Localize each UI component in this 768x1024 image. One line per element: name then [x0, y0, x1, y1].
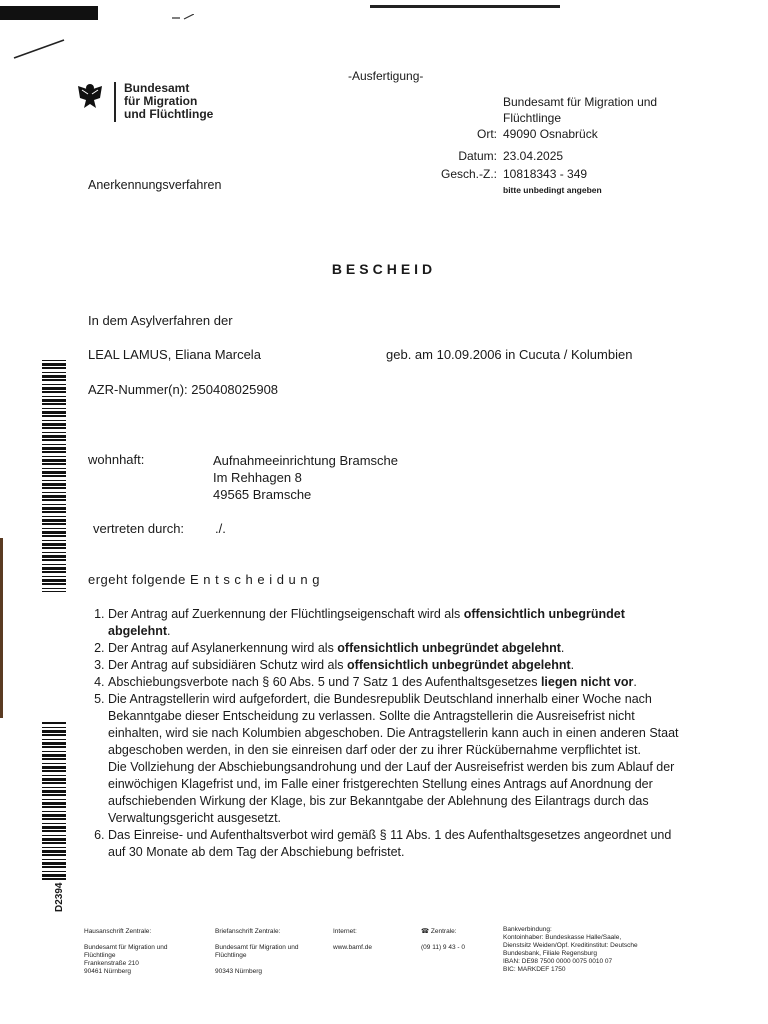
footer-house-address — [84, 928, 167, 976]
barcode-bar — [42, 492, 66, 493]
footer-line: Frankenstraße 210 — [84, 960, 139, 967]
barcode-bar — [42, 447, 66, 450]
barcode-bar — [42, 742, 66, 745]
barcode-bar — [42, 854, 66, 856]
barcode-bar — [42, 408, 66, 409]
barcode-bar — [42, 415, 66, 417]
barcode-bar — [42, 475, 66, 477]
footer-phone-number: (09 11) 9 43 - 0 — [421, 944, 465, 951]
barcode-bar — [42, 588, 66, 589]
footer-line: Bundesbank, Filiale Regensburg — [503, 950, 597, 957]
barcode-bar — [42, 576, 66, 577]
representative-value: ./. — [215, 521, 226, 536]
applicant-birth: geb. am 10.09.2006 in Cucuta / Kolumbien — [386, 347, 633, 362]
barcode-bar — [42, 859, 66, 860]
barcode-bar — [42, 387, 66, 390]
footer-phone — [421, 928, 465, 952]
barcode-bar — [42, 559, 66, 561]
barcode-bar — [42, 564, 66, 565]
decision-list — [88, 606, 688, 861]
decision-item: 3. Der Antrag auf subsidiären Schutz wird als offensichtlich unbegründet abgelehnt. — [108, 657, 688, 674]
footer-postal-address — [215, 928, 298, 976]
decision-item-continuation: Die Vollziehung der Abschiebungsandrohung und der Lauf der Ausreisefrist werden bis zum Ablauf der einwöchigen Klagefrist und, im Falle einer fristgerechten Stellung eines Antrags auf Anordnung der aufschiebenden Wirkung der Klage, bis zur Bekanntgabe der Ablehnung des Eilantrags durch das Verwaltungsgericht ausgesetzt. — [108, 760, 675, 825]
barcode-bar — [42, 727, 66, 728]
footer-heading: Zentrale: — [430, 928, 457, 935]
barcode-bar — [42, 552, 66, 553]
barcode-bar — [42, 487, 66, 489]
barcode-bar — [42, 842, 66, 844]
footer-line: 90343 Nürnberg — [215, 968, 262, 975]
barcode-bar — [42, 435, 66, 438]
barcode-bar — [42, 543, 66, 546]
barcode-bar — [42, 850, 66, 853]
footer-heading: Briefanschrift Zentrale: — [215, 928, 281, 935]
decision-item: 4. Abschiebungsverbote nach § 60 Abs. 5 und 7 Satz 1 des Aufenthaltsgesetzes liegen nicht vor. — [108, 674, 688, 691]
barcode-bar — [42, 766, 66, 769]
agency-line: Bundesamt — [124, 81, 190, 95]
azr-number: AZR-Nummer(n): 250408025908 — [88, 382, 279, 397]
barcode-bar — [42, 826, 66, 829]
barcode-bar — [42, 787, 66, 788]
decision-intro: ergeht folgende E n t s c h e i d u n g — [88, 572, 320, 587]
barcode-bar — [42, 403, 66, 405]
barcode-bar — [42, 818, 66, 820]
scan-artifact — [0, 6, 98, 20]
barcode-bar — [42, 511, 66, 513]
barcode-bar — [42, 531, 66, 534]
footer-bank — [503, 926, 638, 974]
footer-line: Kontoinhaber: Bundeskasse Halle/Saale, — [503, 934, 622, 941]
barcode-bar — [42, 811, 66, 812]
barcode-bar — [42, 547, 66, 549]
barcode-bar — [42, 730, 66, 733]
barcode-bar — [42, 456, 66, 457]
barcode-bar — [42, 459, 66, 462]
reference-hint: bitte unbedingt angeben — [503, 185, 602, 195]
barcode-bar — [42, 399, 66, 402]
applicant-name: LEAL LAMUS, Eliana Marcela — [88, 347, 261, 362]
barcode-bar — [42, 360, 66, 361]
barcode-bar — [42, 806, 66, 808]
phone-icon: ☎ — [421, 928, 431, 935]
copy-note: -Ausfertigung- — [348, 69, 424, 83]
barcode-bar — [42, 830, 66, 832]
footer-heading: Bankverbindung: — [503, 926, 552, 933]
barcode-bar — [42, 790, 66, 793]
datum-label: Datum: — [458, 149, 497, 163]
barcode-bar — [42, 411, 66, 414]
barcode-bar — [42, 751, 66, 752]
barcode-bar — [42, 495, 66, 498]
barcode-bar — [42, 519, 66, 522]
ort-label: Ort: — [477, 127, 497, 141]
barcode-bar — [42, 739, 66, 740]
barcode-bar — [42, 516, 66, 517]
barcode-bar — [42, 799, 66, 800]
reference-value: 10818343 - 349 — [503, 167, 588, 181]
barcode-bar — [42, 396, 66, 397]
barcode-bar — [42, 379, 66, 381]
footer-line: BIC: MARKDEF 1750 — [503, 966, 566, 973]
sender-line: Bundesamt für Migration und — [503, 95, 658, 109]
barcode-bar — [42, 540, 66, 541]
footer-line: Bundesamt für Migration und — [215, 944, 299, 951]
footer-line: Bundesamt für Migration und — [84, 944, 168, 951]
barcode-bar — [42, 782, 66, 784]
barcode-bar — [42, 504, 66, 505]
barcode-bar — [42, 463, 66, 465]
barcode-bar — [42, 372, 66, 373]
scan-artifact — [0, 538, 3, 718]
decision-item: 2. Der Antrag auf Asylanerkennung wird als offensichtlich unbegründet abgelehnt. — [108, 640, 688, 657]
barcode-bar — [42, 579, 66, 582]
footer-internet — [333, 928, 372, 952]
agency-line: für Migration — [124, 94, 198, 108]
barcode-bar — [42, 874, 66, 877]
address-line: Im Rehhagen 8 — [213, 470, 302, 485]
ort-value: 49090 Osnabrück — [503, 127, 598, 141]
reference-label: Gesch.-Z.: — [440, 167, 497, 181]
barcode-bar — [42, 384, 66, 385]
footer-website: www.bamf.de — [333, 944, 373, 951]
agency-logo-text — [124, 82, 213, 121]
agency-line: und Flüchtlinge — [124, 107, 214, 121]
datum-value: 23.04.2025 — [503, 149, 564, 163]
barcode-bar — [42, 835, 66, 836]
address-line: Aufnahmeeinrichtung Bramsche — [213, 453, 398, 468]
scan-artifact — [12, 38, 66, 60]
sender-address — [503, 94, 693, 126]
barcode-bar — [42, 528, 66, 529]
barcode-bar — [42, 775, 66, 776]
barcode-bar — [42, 823, 66, 824]
barcode-bar — [42, 794, 66, 796]
barcode-bar — [42, 862, 66, 865]
footer-line: Flüchtlinge — [215, 952, 247, 959]
barcode-bar — [42, 423, 66, 426]
footer-line: Dienstsitz Weiden/Opf. Kreditinstitut: Deutsche — [503, 942, 638, 949]
address-line: 49565 Bramsche — [213, 487, 312, 502]
barcode-bar — [42, 802, 66, 805]
barcode-bar — [42, 871, 66, 872]
procedure-type: Anerkennungsverfahren — [88, 178, 222, 192]
barcode-bar — [42, 838, 66, 841]
barcode-bar — [42, 814, 66, 817]
footer-heading: Hausanschrift Zentrale: — [84, 928, 152, 935]
barcode — [42, 722, 66, 882]
footer-line: 90461 Nürnberg — [84, 968, 131, 975]
barcode-bar — [42, 471, 66, 474]
barcode-bar — [42, 483, 66, 486]
decision-item: 1. Der Antrag auf Zuerkennung der Flüchtlingseigenschaft wird als offensichtlich unbegründet abgelehnt. — [108, 606, 688, 640]
barcode-bar — [42, 507, 66, 510]
barcode-bar — [42, 878, 66, 880]
barcode-bar — [42, 734, 66, 736]
barcode-bar — [42, 571, 66, 573]
barcode — [42, 360, 66, 592]
barcode-bar — [42, 583, 66, 585]
barcode-bar — [42, 746, 66, 748]
barcode-bar — [42, 375, 66, 378]
sender-line: Flüchtlinge — [503, 111, 562, 125]
barcode-bar — [42, 391, 66, 393]
barcode-bar — [42, 535, 66, 537]
footer-line: Flüchtlinge — [84, 952, 116, 959]
barcode-bar — [42, 427, 66, 429]
form-code: D2394 — [54, 882, 65, 912]
scan-artifact — [172, 14, 194, 20]
barcode-bar — [42, 555, 66, 558]
barcode-bar — [42, 754, 66, 757]
barcode-bar — [42, 367, 66, 369]
document-title: BESCHEID — [331, 261, 437, 277]
barcode-bar — [42, 567, 66, 570]
footer-line: IBAN: DE98 7500 0000 0075 0010 07 — [503, 958, 613, 965]
barcode-bar — [42, 591, 66, 592]
footer-heading: Internet: — [333, 928, 357, 935]
barcode-bar — [42, 763, 66, 764]
barcode-bar — [42, 770, 66, 772]
representative-label: vertreten durch: — [93, 521, 185, 536]
barcode-bar — [42, 722, 66, 724]
residence-address — [213, 452, 398, 503]
barcode-bar — [42, 523, 66, 525]
barcode-bar — [42, 866, 66, 868]
barcode-bar — [42, 778, 66, 781]
logo-divider — [114, 82, 116, 122]
barcode-bar — [42, 451, 66, 453]
barcode-bar — [42, 847, 66, 848]
residence-label: wohnhaft: — [88, 452, 145, 467]
barcode-bar — [42, 480, 66, 481]
barcode-bar — [42, 758, 66, 760]
barcode-bar — [42, 444, 66, 445]
barcode-bar — [42, 432, 66, 433]
barcode-bar — [42, 420, 66, 421]
barcode-bar — [42, 499, 66, 501]
barcode-bar — [42, 439, 66, 441]
federal-eagle-icon — [74, 80, 106, 112]
decision-item: 6. Das Einreise- und Aufenthaltsverbot wird gemäß § 11 Abs. 1 des Aufenthaltsgesetzes angeordnet und auf 30 Monate ab dem Tag der Abschiebung befristet. — [108, 827, 688, 861]
barcode-bar — [42, 468, 66, 469]
decision-item: 5. Die Antragstellerin wird aufgefordert, die Bundesrepublik Deutschland innerhalb einer Woche nach Bekanntgabe dieser Entscheidung zu verlassen. Sollte die Antragstellerin die Ausreisefrist nicht einhalten, wird sie nach Kolumbien abgeschoben. Die Antragstellerin kann auch in einen anderen Staat abgeschoben werden, in den sie einreisen darf oder der zu ihrer Rückübernahme verpflichtet ist. — [108, 691, 688, 759]
intro-text: In dem Asylverfahren der — [88, 313, 233, 328]
scan-artifact — [370, 5, 560, 8]
barcode-bar — [42, 363, 66, 366]
